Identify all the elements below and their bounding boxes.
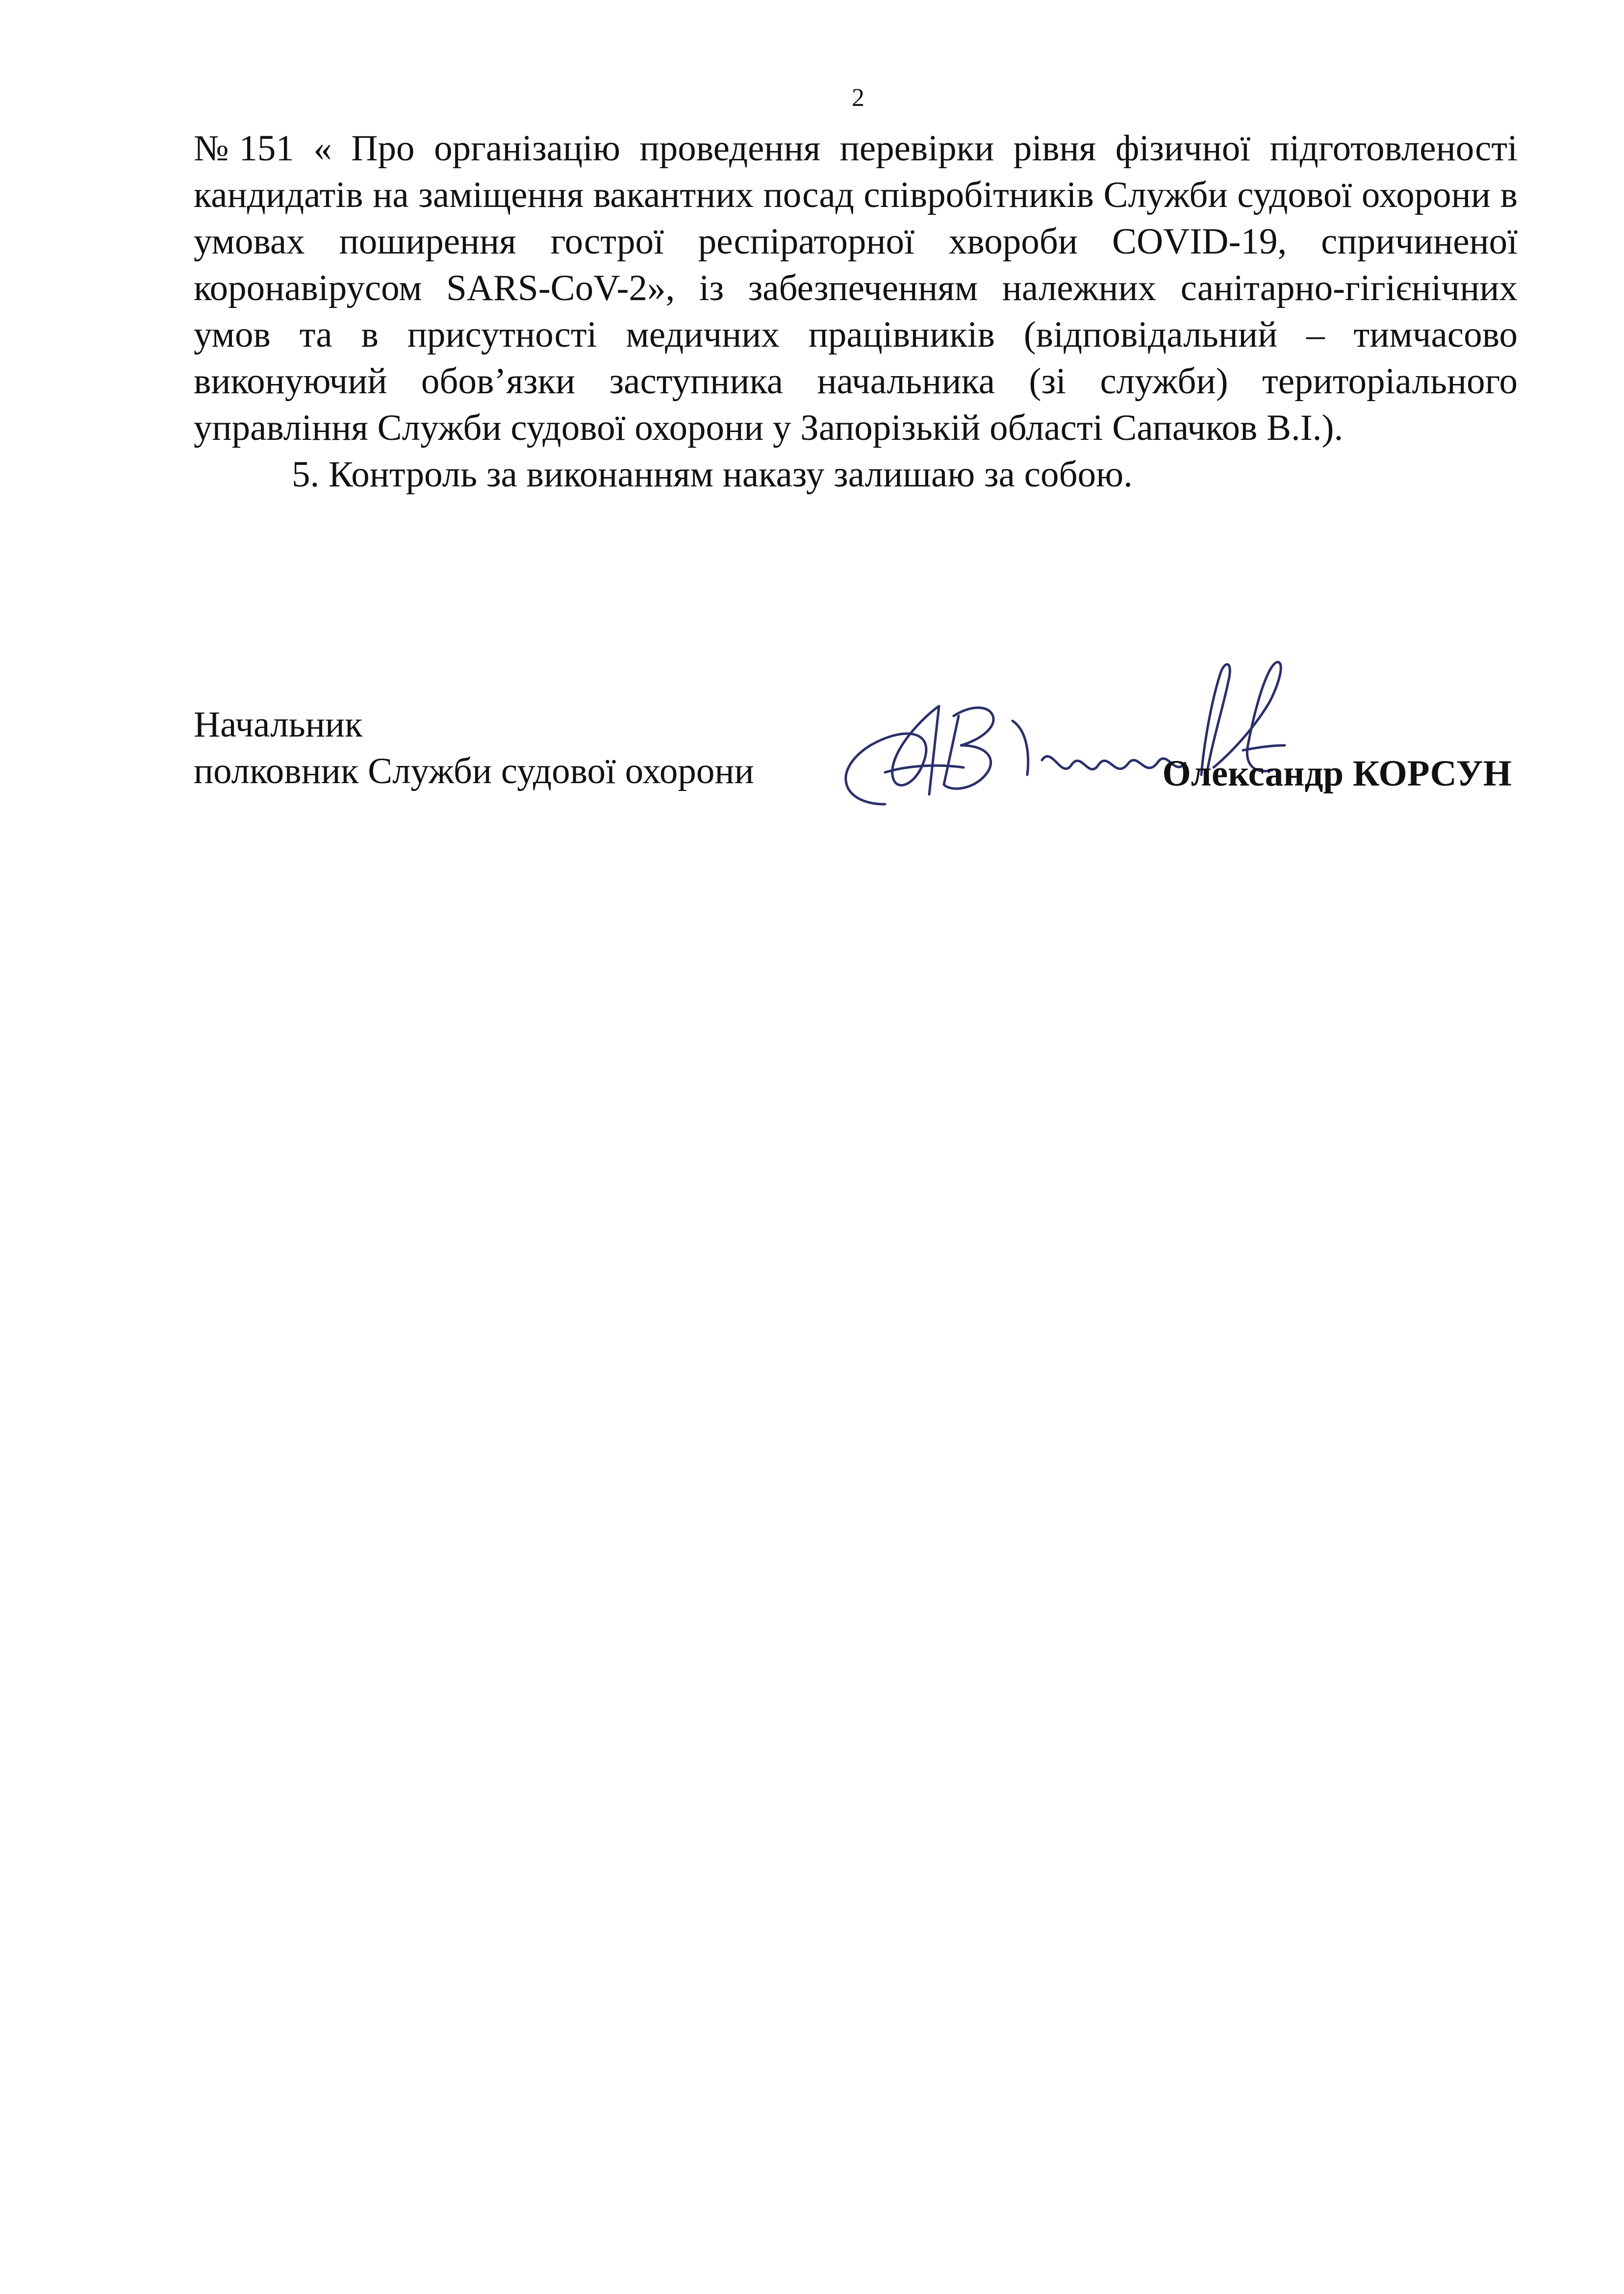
signature-block — [194, 701, 1518, 829]
signatory-position: Начальник — [194, 704, 363, 745]
signatory-rank: полковник Служби судової охорони — [194, 751, 754, 791]
list-item-5: 5. Контроль за виконанням наказу залишаю за собою. — [292, 454, 1133, 495]
signatory-name: Олександр КОРСУН — [1162, 753, 1512, 794]
document-body — [194, 125, 1518, 498]
page-number: 2 — [852, 84, 864, 112]
paragraph-continuation: №151 « Про організацію проведення перевірки рівня фізичної підготовленості кандидатів на заміщення вакантних посад співробітників Служби судової охорони в умовах поширення гострої респіраторної хвороби COVID-19, спричиненої коронавірусом SARS-CoV-2», із забезпеченням належних санітарно-гігієнічних умов та в присутності медичних працівників (відповідальний – тимчасово виконуючий обов’язки заступника начальника (зі служби) територіального управління Служби судової охорони у Запорізькій області Сапачков В.І.). — [194, 128, 1518, 448]
